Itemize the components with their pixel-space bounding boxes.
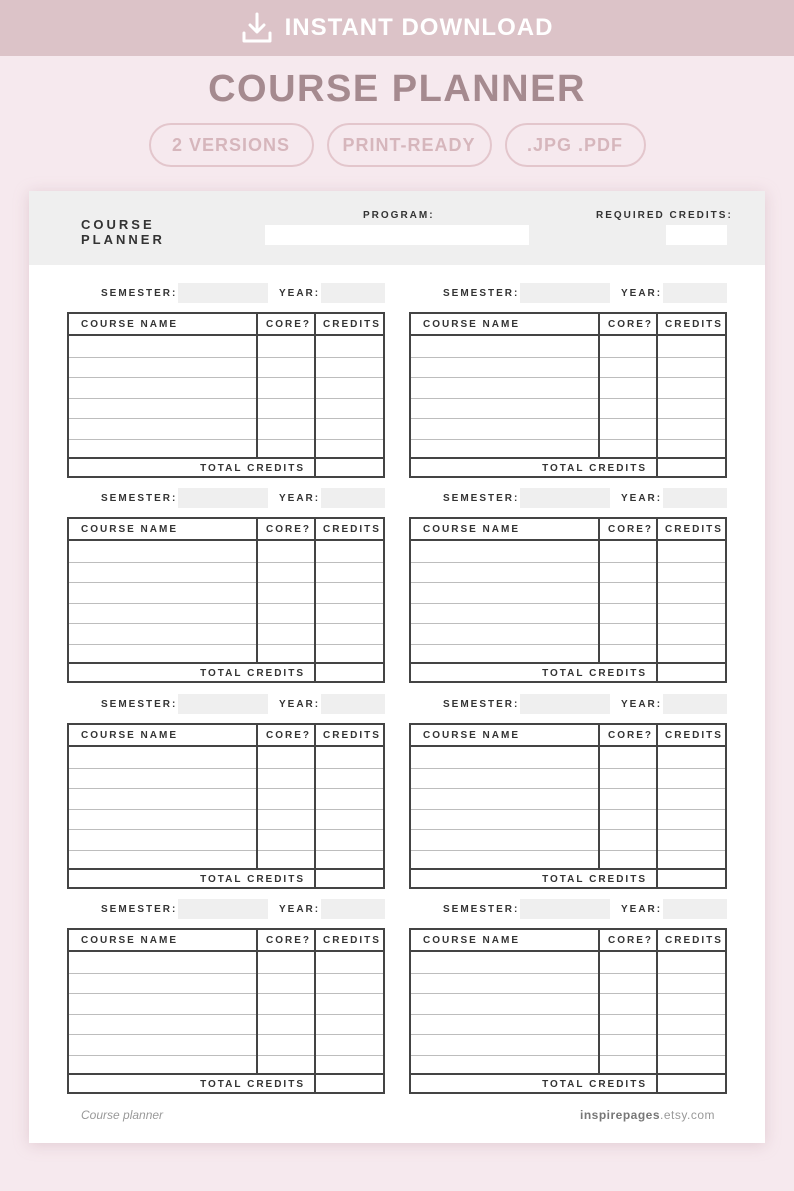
row-divider <box>411 418 725 419</box>
year-field[interactable] <box>321 283 385 303</box>
col-course-name: COURSE NAME <box>423 524 521 535</box>
program-label: PROGRAM: <box>363 210 435 221</box>
pill-print-ready: PRINT-READY <box>327 123 492 167</box>
total-divider <box>69 1073 383 1075</box>
semester-row <box>67 694 385 714</box>
row-divider <box>411 768 725 769</box>
semester-row <box>67 283 385 303</box>
planner-sheet <box>29 191 765 1143</box>
row-divider <box>69 603 383 604</box>
semester-label: SEMESTER: <box>443 493 520 504</box>
semester-block <box>409 283 727 478</box>
col-divider <box>598 930 600 1073</box>
row-divider <box>69 582 383 583</box>
col-core: CORE? <box>608 524 653 535</box>
semester-row <box>409 488 727 508</box>
banner-label: INSTANT DOWNLOAD <box>284 14 554 41</box>
semester-field[interactable] <box>520 694 610 714</box>
col-course-name: COURSE NAME <box>81 524 179 535</box>
semester-block <box>67 899 385 1094</box>
total-credits-label: TOTAL CREDITS <box>200 463 305 474</box>
col-core: CORE? <box>266 730 311 741</box>
col-core: CORE? <box>608 730 653 741</box>
row-divider <box>69 357 383 358</box>
col-divider <box>256 314 258 457</box>
row-divider <box>69 829 383 830</box>
semester-row <box>409 694 727 714</box>
row-divider <box>411 357 725 358</box>
col-divider <box>656 725 658 887</box>
year-label: YEAR: <box>279 493 321 504</box>
col-divider <box>256 930 258 1073</box>
col-credits: CREDITS <box>323 730 381 741</box>
col-course-name: COURSE NAME <box>423 935 521 946</box>
sheet-title-line1: COURSE <box>81 217 155 232</box>
header-divider <box>69 745 383 747</box>
row-divider <box>69 1034 383 1035</box>
footer-site-domain: .etsy.com <box>660 1108 715 1122</box>
row-divider <box>69 623 383 624</box>
semester-block <box>409 488 727 683</box>
course-table <box>67 312 385 478</box>
col-course-name: COURSE NAME <box>81 730 179 741</box>
header-divider <box>411 950 725 952</box>
col-divider <box>656 930 658 1092</box>
semester-block <box>67 694 385 889</box>
semester-label: SEMESTER: <box>443 904 520 915</box>
semester-block <box>67 488 385 683</box>
course-table <box>67 517 385 683</box>
year-label: YEAR: <box>621 904 663 915</box>
semester-label: SEMESTER: <box>101 493 178 504</box>
col-divider <box>314 725 316 887</box>
download-icon <box>241 11 273 45</box>
row-divider <box>69 1014 383 1015</box>
sheet-header <box>29 191 765 265</box>
total-divider <box>411 662 725 664</box>
row-divider <box>69 418 383 419</box>
total-credits-label: TOTAL CREDITS <box>200 874 305 885</box>
required-credits-label: REQUIRED CREDITS: <box>596 210 733 221</box>
header-divider <box>411 334 725 336</box>
semester-block <box>409 899 727 1094</box>
course-table <box>67 928 385 1094</box>
row-divider <box>69 788 383 789</box>
row-divider <box>69 768 383 769</box>
col-divider <box>314 314 316 476</box>
semester-block <box>409 694 727 889</box>
required-credits-field[interactable] <box>666 225 727 245</box>
col-credits: CREDITS <box>323 935 381 946</box>
row-divider <box>411 603 725 604</box>
col-divider <box>598 725 600 868</box>
year-field[interactable] <box>321 488 385 508</box>
year-label: YEAR: <box>621 288 663 299</box>
total-divider <box>411 868 725 870</box>
semester-row <box>409 283 727 303</box>
semester-row <box>67 899 385 919</box>
semester-label: SEMESTER: <box>101 288 178 299</box>
program-field[interactable] <box>265 225 529 245</box>
col-credits: CREDITS <box>665 524 723 535</box>
row-divider <box>411 377 725 378</box>
row-divider <box>69 562 383 563</box>
col-core: CORE? <box>266 524 311 535</box>
total-credits-label: TOTAL CREDITS <box>542 668 647 679</box>
row-divider <box>411 582 725 583</box>
total-divider <box>69 868 383 870</box>
row-divider <box>411 623 725 624</box>
col-divider <box>314 519 316 681</box>
col-divider <box>656 519 658 681</box>
header-divider <box>69 334 383 336</box>
col-credits: CREDITS <box>323 524 381 535</box>
semester-field[interactable] <box>178 488 268 508</box>
header-divider <box>69 950 383 952</box>
row-divider <box>411 398 725 399</box>
year-field[interactable] <box>663 899 727 919</box>
year-field[interactable] <box>663 694 727 714</box>
total-divider <box>69 662 383 664</box>
row-divider <box>411 1014 725 1015</box>
semester-row <box>67 488 385 508</box>
semester-block <box>67 283 385 478</box>
page-title: COURSE PLANNER <box>208 68 586 110</box>
row-divider <box>69 644 383 645</box>
semester-field[interactable] <box>520 899 610 919</box>
pill-versions: 2 VERSIONS <box>149 123 314 167</box>
col-course-name: COURSE NAME <box>81 319 179 330</box>
pill-file-formats: .JPG .PDF <box>505 123 646 167</box>
course-table <box>409 723 727 889</box>
row-divider <box>411 829 725 830</box>
col-divider <box>256 519 258 662</box>
year-field[interactable] <box>321 899 385 919</box>
row-divider <box>411 850 725 851</box>
col-core: CORE? <box>266 935 311 946</box>
col-core: CORE? <box>608 319 653 330</box>
row-divider <box>69 377 383 378</box>
semester-label: SEMESTER: <box>101 904 178 915</box>
semester-field[interactable] <box>178 694 268 714</box>
year-label: YEAR: <box>279 699 321 710</box>
course-table <box>67 723 385 889</box>
col-divider <box>314 930 316 1092</box>
col-credits: CREDITS <box>665 319 723 330</box>
semester-field[interactable] <box>178 283 268 303</box>
col-divider <box>598 519 600 662</box>
row-divider <box>69 439 383 440</box>
row-divider <box>69 398 383 399</box>
semester-label: SEMESTER: <box>443 699 520 710</box>
footer-site-name: inspirepages <box>580 1108 661 1122</box>
row-divider <box>69 809 383 810</box>
row-divider <box>411 993 725 994</box>
footer-site <box>580 1108 715 1122</box>
semester-row <box>409 899 727 919</box>
col-divider <box>656 314 658 476</box>
total-divider <box>411 1073 725 1075</box>
footer-title: Course planner <box>81 1108 164 1122</box>
row-divider <box>69 993 383 994</box>
semester-label: SEMESTER: <box>443 288 520 299</box>
col-core: CORE? <box>266 319 311 330</box>
course-table <box>409 517 727 683</box>
row-divider <box>411 1034 725 1035</box>
year-field[interactable] <box>663 283 727 303</box>
col-course-name: COURSE NAME <box>423 730 521 741</box>
course-table <box>409 928 727 1094</box>
total-divider <box>69 457 383 459</box>
row-divider <box>411 973 725 974</box>
instant-download-banner <box>0 0 794 56</box>
semester-field[interactable] <box>520 488 610 508</box>
row-divider <box>69 850 383 851</box>
feature-pills <box>0 123 794 167</box>
year-label: YEAR: <box>621 699 663 710</box>
row-divider <box>411 644 725 645</box>
total-credits-label: TOTAL CREDITS <box>542 1079 647 1090</box>
col-credits: CREDITS <box>665 935 723 946</box>
total-credits-label: TOTAL CREDITS <box>200 1079 305 1090</box>
total-credits-label: TOTAL CREDITS <box>200 668 305 679</box>
col-core: CORE? <box>608 935 653 946</box>
year-field[interactable] <box>663 488 727 508</box>
total-credits-label: TOTAL CREDITS <box>542 874 647 885</box>
semester-label: SEMESTER: <box>101 699 178 710</box>
course-table <box>409 312 727 478</box>
row-divider <box>411 562 725 563</box>
total-credits-label: TOTAL CREDITS <box>542 463 647 474</box>
row-divider <box>411 1055 725 1056</box>
col-divider <box>256 725 258 868</box>
header-divider <box>411 745 725 747</box>
row-divider <box>411 788 725 789</box>
semester-field[interactable] <box>178 899 268 919</box>
col-course-name: COURSE NAME <box>423 319 521 330</box>
row-divider <box>69 973 383 974</box>
year-label: YEAR: <box>279 904 321 915</box>
total-divider <box>411 457 725 459</box>
sheet-title-line2: PLANNER <box>81 232 165 247</box>
sheet-title <box>81 217 165 247</box>
header-divider <box>411 539 725 541</box>
year-label: YEAR: <box>621 493 663 504</box>
col-course-name: COURSE NAME <box>81 935 179 946</box>
col-credits: CREDITS <box>323 319 381 330</box>
header-divider <box>69 539 383 541</box>
row-divider <box>411 439 725 440</box>
year-field[interactable] <box>321 694 385 714</box>
col-credits: CREDITS <box>665 730 723 741</box>
col-divider <box>598 314 600 457</box>
year-label: YEAR: <box>279 288 321 299</box>
row-divider <box>69 1055 383 1056</box>
semester-field[interactable] <box>520 283 610 303</box>
row-divider <box>411 809 725 810</box>
